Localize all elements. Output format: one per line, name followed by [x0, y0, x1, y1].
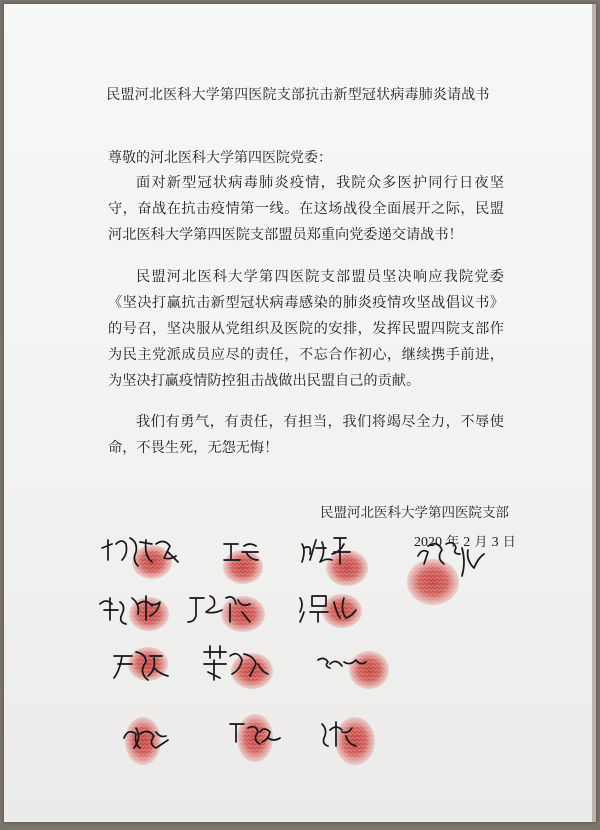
- salutation: 尊敬的河北医科大学第四医院党委：: [108, 150, 332, 166]
- date-day: 3: [491, 535, 499, 550]
- paragraph-2: 民盟河北医科大学第四医院支部盟员坚决响应我院党委《坚决打赢抗击新型冠状病毒感染的肺炎疫情攻坚战倡议书》的号召，坚决服从党组织及医院的安排，发挥民盟四院支部作为民主党派成员应尽的责任，不忘合作初心，继续携手前进，为坚决打赢疫情防控狙击战做出民盟自己的贡献。: [108, 269, 504, 389]
- organization-signature: 民盟河北医科大学第四医院支部: [320, 505, 509, 521]
- fingerprint-4: [407, 559, 459, 605]
- letter-title: 民盟河北医科大学第四医院支部抗击新型冠状病毒肺炎请战书: [106, 87, 490, 103]
- date-year: 2020: [414, 535, 442, 550]
- fingerprint-2: [223, 550, 263, 584]
- fingerprint-13: [335, 717, 375, 765]
- date-month-char: 月: [474, 535, 488, 550]
- paragraph-1: 面对新型冠状病毒肺炎疫情，我院众多医护同行日夜坚守，奋战在抗击疫情第一线。在这场战役全面展开之际，民盟河北医科大学第四医院支部盟员郑重向党委递交请战书！: [108, 175, 504, 243]
- fingerprints: [125, 545, 459, 765]
- fingerprint-3: [326, 550, 368, 586]
- date-day-char: 日: [502, 535, 516, 550]
- fingerprint-10: [349, 651, 389, 689]
- paragraph-3: 我们有勇气，有责任，有担当，我们将竭尽全力，不辱使命，不畏生死，无怨无悔！: [108, 414, 504, 456]
- date-month: 2: [463, 535, 471, 550]
- fingerprint-11: [125, 717, 161, 765]
- date-year-char: 年: [446, 535, 460, 550]
